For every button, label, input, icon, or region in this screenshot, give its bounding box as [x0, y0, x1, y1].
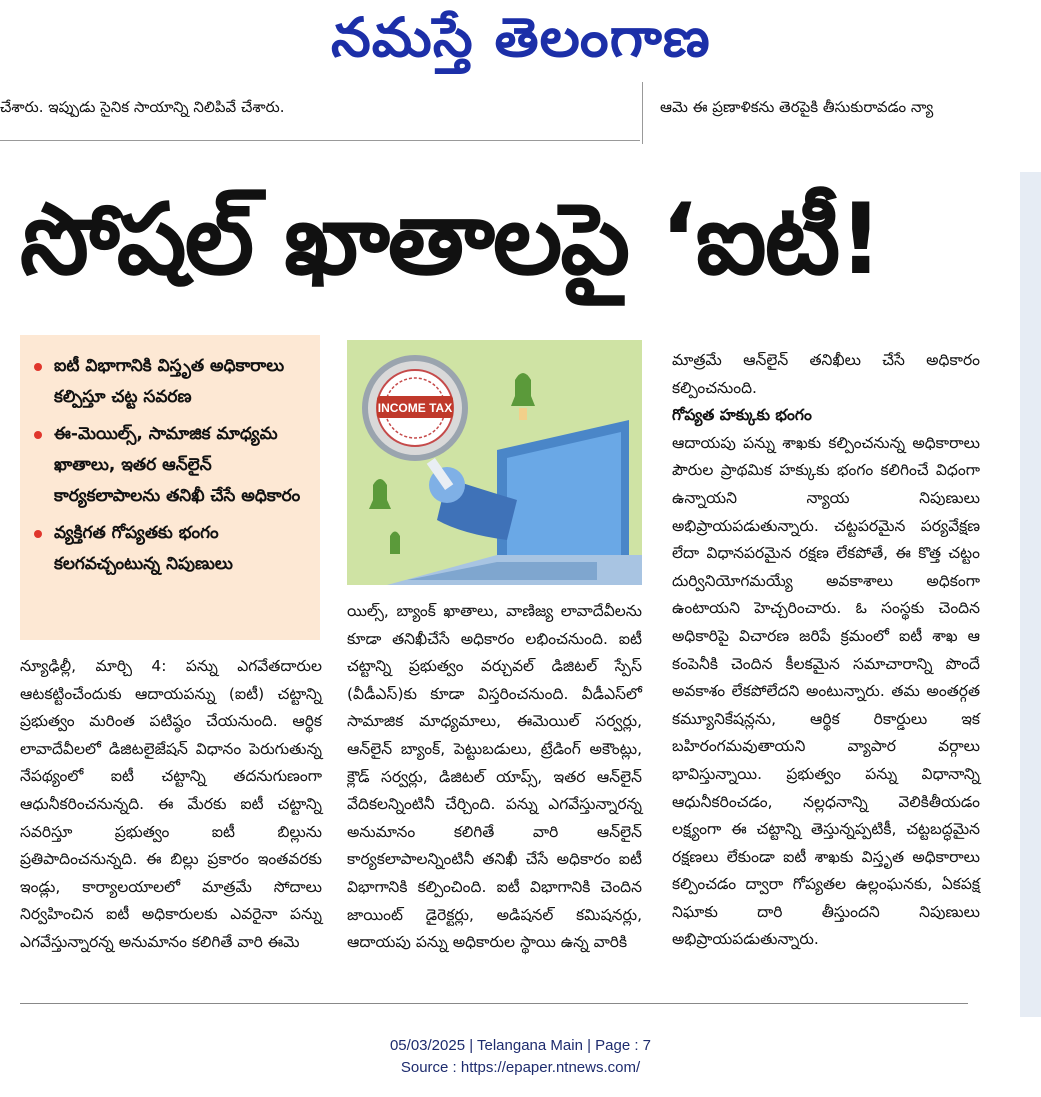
- bullet-dot-icon: [34, 363, 42, 371]
- edition-info: 05/03/2025 | Telangana Main | Page : 7: [389, 1037, 652, 1054]
- strip-divider: [0, 140, 640, 141]
- paragraph: మాత్రమే ఆన్‌లైన్ తనిఖీలు చేసే అధికారం కల్పించనుంది.: [672, 351, 980, 397]
- article-column-3: [672, 347, 980, 954]
- masthead: [0, 0, 1041, 82]
- income-tax-laptop-illustration: [347, 340, 642, 585]
- highlight-item: వ్యక్తిగత గోప్యతకు భంగం కలగవచ్చంటున్న నిపుణులు: [34, 518, 310, 580]
- highlight-item: ఐటీ విభాగానికి విస్తృత అధికారాలు కల్పిస్తూ చట్ట సవరణ: [34, 351, 310, 413]
- source-link[interactable]: Source : https://epaper.ntnews.com/: [400, 1059, 641, 1076]
- highlight-item: ఈ-మెయిల్స్, సామాజిక మాధ్యమ ఖాతాలు, ఇతర ఆన్‌లైన్ కార్యకలాపాలను తనిఖీ చేసే అధికారం: [34, 419, 310, 512]
- page-footer: [0, 1035, 1041, 1079]
- bullet-dot-icon: [34, 431, 42, 439]
- bottom-divider: [20, 1003, 968, 1004]
- page-edge-bar: [1020, 172, 1041, 1017]
- rocket-icon: [390, 532, 400, 555]
- previous-article-strip-left: చేశారు. ఇప్పుడు సైనిక సాయాన్ని నిలిపివే చేశారు.: [0, 98, 285, 116]
- previous-article-strip-right: ఆమె ఈ ప్రణాళికను తెరపైకి తీసుకురావడం న్యా: [660, 98, 934, 116]
- article-column-1: [20, 653, 322, 957]
- article-headline: సోషల్ ఖాతాలపై ‘ఐటీ!: [20, 183, 882, 297]
- highlights-box: [20, 335, 320, 640]
- paragraph: న్యూఢిల్లీ, మార్చి 4: పన్ను ఎగవేతదారుల ఆటకట్టించేందుకు ఆదాయపన్ను (ఐటీ) చట్టాన్ని ప్రభుత్వం మరింత పటిష్ఠం చేయనుంది. ఆర్థిక లావాదేవీలలో డిజిటలైజేషన్ విధానం పెరుగుతున్న నేపథ్యంలో ఐటీ చట్టాన్ని తదనుగుణంగా ఆధునీకరించనున్నది. ఈ మేరకు ఐటీ చట్టాన్ని సవరిస్తూ ప్రభుత్వం ఐటీ బిల్లును ప్రతిపాదించనున్నది. ఈ బిల్లు ప్రకారం ఇంతవరకు ఇండ్లు, కార్యాలయాలలో మాత్రమే సోదాలు నిర్వహించిన ఐటీ అధికారులకు ఎవరైనా పన్ను ఎగవేస్తున్నారన్న అనుమానం కలిగితే వారి ఈమె: [20, 657, 322, 951]
- subheading: గోప్యత హక్కుకు భంగం: [672, 406, 812, 425]
- income-tax-stamp-text: INCOME TAX: [377, 401, 453, 415]
- masthead-logo: నమస్తే తెలంగాణ: [330, 6, 711, 69]
- paragraph: యిల్స్, బ్యాంక్ ఖాతాలు, వాణిజ్య లావాదేవీలను కూడా తనిఖీచేసే అధికారం లభించనుంది. ఐటీ చట్టాన్ని ప్రభుత్వం వర్చువల్ డిజిటల్ స్పేస్ (వీడీఎస్)కు కూడా విస్తరించనుంది. వీడీఎస్‌లో సామాజిక మాధ్యమాలు, ఈమెయిల్ సర్వర్లు, ఆన్‌లైన్ బ్యాంక్, పెట్టుబడులు, ట్రేడింగ్ అకౌంట్లు, క్లౌడ్ సర్వర్లు, డిజిటల్ యాప్స్, ఇతర ఆన్‌లైన్ వేదికలన్నింటినీ చేర్చింది. పన్ను ఎగవేస్తున్నారన్న అనుమానం కలిగితే వారి ఆన్‌లైన్ కార్యకలాపాలన్నింటినీ తనిఖీ చేసే అధికారం ఐటీ విభాగానికి కల్పించింది. ఐటీ విభాగానికి చెందిన జాయింట్ డైరెక్టర్లు, అడిషనల్ కమిషనర్లు, ఆదాయపు పన్ను అధికారుల స్థాయి ఉన్న వారికి: [347, 602, 642, 952]
- article-illustration: [347, 340, 642, 585]
- article-column-2: [347, 598, 642, 957]
- column-divider: [642, 82, 643, 144]
- paragraph: ఆదాయపు పన్ను శాఖకు కల్పించనున్న అధికారాలు పౌరుల ప్రాథమిక హక్కుకు భంగం కలిగించే విధంగా ఉన్నాయని న్యాయ నిపుణులు అభిప్రాయపడుతున్నారు. చట్టపరమైన పర్యవేక్షణ లేదా విధానపరమైన రక్షణ లేకపోతే, ఈ కొత్త చట్టం దుర్వినియోగమయ్యే అవకాశాలు అధికంగా ఉంటాయని హెచ్చరించారు. ఓ సంస్థకు చెందిన అధికారిపై విచారణ జరిపే క్రమంలో ఐటీ శాఖ ఆ కంపెనీకి చెందిన కీలకమైన సమాచారాన్ని పొందే అవకాశం లేకపోలేదని అంటున్నారు. తమ అంతర్గత కమ్యూనికేషన్లను, ఆర్థిక రికార్డులు ఇక బహిరంగమవుతాయని వ్యాపార వర్గాలు భావిస్తున్నాయి. ప్రభుత్వం పన్ను విధానాన్ని ఆధునీకరించడం, నల్లధనాన్ని వెలికితీయడం లక్ష్యంగా ఈ చట్టాన్ని తెస్తున్నప్పటికీ, చట్టబద్ధమైన రక్షణలు లేకుండా ఐటీ శాఖకు విస్తృత అధికారాలు కల్పించడం ద్వారా గోప్యతల ఉల్లంఘనకు, ఏకపక్ష నిఘాకు దారి తీస్తుందని నిపుణులు అభిప్రాయపడుతున్నారు.: [672, 433, 980, 949]
- bullet-dot-icon: [34, 530, 42, 538]
